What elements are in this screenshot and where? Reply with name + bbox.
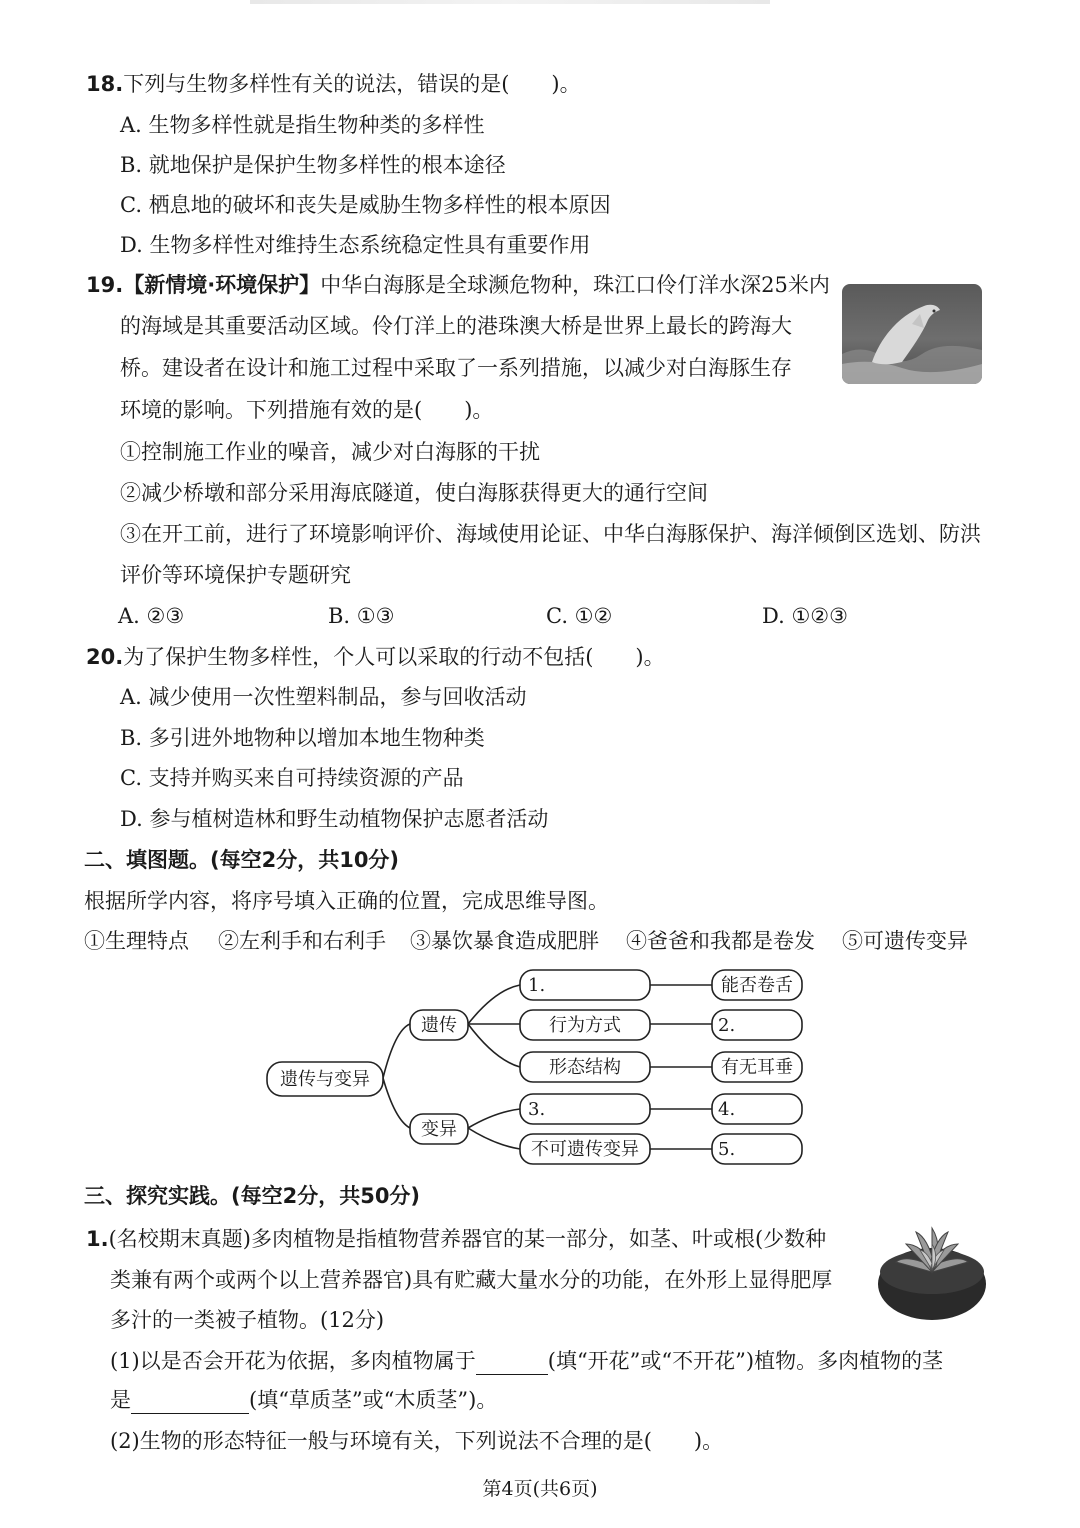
q19-option-c: C. ①②	[546, 604, 613, 628]
sub1-text-b: (填“开花”或“不开花”)植物。多肉植物的茎	[547, 1349, 944, 1373]
q18-option-d: D. 生物多样性对维持生态系统稳定性具有重要作用	[120, 233, 591, 257]
s3-q1-sub1-line-1	[110, 1347, 943, 1375]
q19-item-2: ②减少桥墩和部分采用海底隧道，使白海豚获得更大的通行空间	[120, 481, 708, 505]
section3-title: 三、探究实践。(每空2分，共50分)	[84, 1184, 421, 1208]
q19-item-1: ①控制施工作业的噪音，减少对白海豚的干扰	[120, 440, 540, 464]
s3-q1-sub2: (2)生物的形态特征一般与环境有关，下列说法不合理的是( )。	[110, 1429, 724, 1453]
q20-stem	[86, 643, 665, 671]
q19-line-1	[86, 271, 830, 299]
q18-text: 下列与生物多样性有关的说法，错误的是( )。	[123, 72, 581, 96]
q20-option-a: A. 减少使用一次性塑料制品，参与回收活动	[120, 685, 527, 709]
q18-option-b: B. 就地保护是保护生物多样性的根本途径	[120, 153, 506, 177]
node-right-4: 4.	[718, 1099, 736, 1120]
node-variation: 变异	[421, 1119, 457, 1140]
s3-q1-number: 1.	[86, 1227, 109, 1251]
mind-map	[0, 960, 1080, 1170]
choice-4: ④爸爸和我都是卷发	[626, 929, 815, 953]
s3-q1-line-1	[86, 1225, 826, 1253]
node-right-5: 5.	[718, 1139, 736, 1160]
node-root: 遗传与变异	[280, 1069, 370, 1090]
s3-q1-sub1-line-2	[110, 1386, 497, 1414]
q19-line-2: 的海域是其重要活动区域。伶仃洋上的港珠澳大桥是世界上最长的跨海大	[120, 314, 792, 338]
q20-text: 为了保护生物多样性，个人可以采取的行动不包括( )。	[123, 645, 665, 669]
node-right-1: 能否卷舌	[721, 975, 793, 996]
q19-options	[0, 602, 1080, 630]
node-mid-5: 不可遗传变异	[531, 1139, 639, 1160]
q18-stem	[86, 70, 581, 98]
blank-flowering[interactable]	[476, 1352, 548, 1375]
sub1-text-a: (1)以是否会开花为依据，多肉植物属于	[110, 1349, 476, 1373]
q18-option-a: A. 生物多样性就是指生物种类的多样性	[120, 113, 485, 137]
q20-option-c: C. 支持并购买来自可持续资源的产品	[120, 766, 464, 790]
q19-option-b: B. ①③	[328, 604, 395, 628]
q19-line-3: 桥。建设者在设计和施工过程中采取了一系列措施，以减少对白海豚生存	[120, 356, 792, 380]
q20-number: 20.	[86, 645, 124, 669]
choice-3: ③暴饮暴食造成肥胖	[410, 929, 599, 953]
q18-number: 18.	[86, 72, 124, 96]
node-mid-1: 1.	[528, 975, 546, 996]
sub1-text-d: (填“草质茎”或“木质茎”)。	[249, 1388, 498, 1412]
s3-q1-line-2: 类兼有两个或两个以上营养器官)具有贮藏大量水分的功能，在外形上显得肥厚	[110, 1268, 833, 1292]
section2-title: 二、填图题。(每空2分，共10分)	[84, 848, 400, 872]
choice-2: ②左利手和右利手	[218, 929, 386, 953]
q20-option-d: D. 参与植树造林和野生动植物保护志愿者活动	[120, 807, 549, 831]
node-mid-4: 3.	[528, 1099, 546, 1120]
node-mid-3: 形态结构	[549, 1057, 621, 1078]
q19-text-1: 中华白海豚是全球濒危物种，珠江口伶仃洋水深25米内	[320, 273, 830, 297]
choice-1: ①生理特点	[84, 929, 189, 953]
node-right-3: 有无耳垂	[721, 1057, 793, 1078]
node-right-2: 2.	[718, 1015, 736, 1036]
node-mid-2: 行为方式	[549, 1015, 621, 1036]
q19-tag: 【新情境·环境保护】	[123, 273, 321, 297]
q20-option-b: B. 多引进外地物种以增加本地生物种类	[120, 726, 485, 750]
dolphin-photo	[842, 284, 982, 384]
sub1-text-c: 是	[110, 1388, 131, 1412]
choice-5: ⑤可遗传变异	[842, 929, 968, 953]
node-heredity: 遗传	[421, 1015, 457, 1036]
succulent-photo	[876, 1214, 988, 1322]
q19-option-d: D. ①②③	[762, 604, 848, 628]
section2-instruction: 根据所学内容，将序号填入正确的位置，完成思维导图。	[84, 889, 609, 913]
q19-number: 19.	[86, 273, 124, 297]
q19-item-3-cont: 评价等环境保护专题研究	[120, 563, 351, 587]
s3-q1-text-1: (名校期末真题)多肉植物是指植物营养器官的某一部分，如茎、叶或根(少数种	[108, 1227, 827, 1251]
s3-q1-line-3: 多汁的一类被子植物。(12分)	[110, 1308, 385, 1332]
blank-stem-type[interactable]	[131, 1391, 249, 1414]
page-footer: 第4页(共6页)	[482, 1478, 598, 1500]
q19-option-a: A. ②③	[118, 604, 185, 628]
q19-item-3: ③在开工前，进行了环境影响评价、海域使用论证、中华白海豚保护、海洋倾倒区选划、防洪	[120, 522, 981, 546]
section2-choices	[0, 927, 1080, 955]
top-scan-edge	[250, 0, 770, 4]
q19-line-4: 环境的影响。下列措施有效的是( )。	[120, 398, 494, 422]
q18-option-c: C. 栖息地的破坏和丧失是威胁生物多样性的根本原因	[120, 193, 611, 217]
